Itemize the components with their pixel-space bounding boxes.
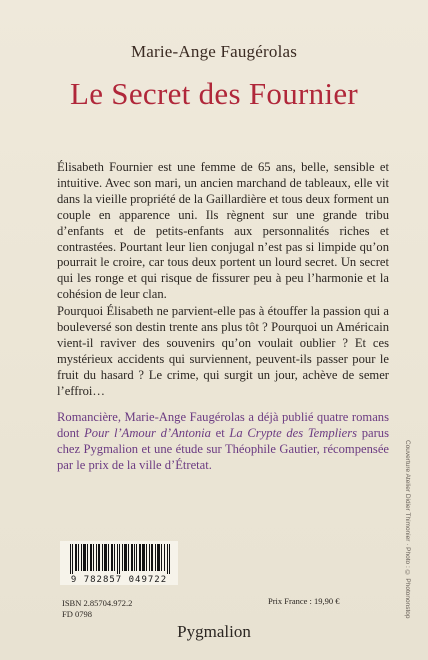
blurb-text-2: Pourquoi Élisabeth ne parvient-elle pas à étouffer la passion qui a bouleversé son destin trente ans plus tôt ? Pourquoi un Américain vient-il raviver des souvenirs qu’on voulait oublier ? Et ces mystérieux accidents qui surviennent, peuvent-ils passer pour le fruit du hasard ? Le crime, qui surgit un jour, achève de semer l’effroi… [57,304,389,398]
bio-text-1: Romancière, Marie-Ange Faugérolas a déjà publié quatre romans dont [57,410,389,440]
cover-credit: Couverture Atelier Didier Thimonier · Photo : © Photononstop [404,440,411,619]
blurb-paragraph-1 [57,160,389,303]
blurb-text-1: Élisabeth Fournier est une femme de 65 ans, belle, sensible et intuitive. Avec son mari, un ancien marchand de tableaux, elle vit dans la vieille propriété de la Gaillardière et tous deux forment un couple en apparence uni. Ils règnent sur une grande tribu d’enfants et de petits-enfants aux personnalités riches et contrastées. Pourtant leur lien conjugal n’est pas si limpide qu’on pourrait le croire, car tous deux portent un lourd secret. Un secret qui les ronge et qui risque de fissurer peu à peu l’harmonie et la cohésion de leur clan. [57,160,389,302]
barcode-icon [70,544,170,574]
barcode-number: 9 782857 049722 [70,575,168,585]
isbn: ISBN 2.85704.972.2 [62,598,133,608]
blurb-paragraph-2 [57,304,389,399]
bio-book-2: La Crypte des Templiers [229,425,358,440]
author-bio [57,410,389,474]
bio-text-3: parus chez Pygmalion et une étude sur Théophile Gautier, récompensée par le prix de la ville d’Étretat. [57,425,390,472]
fd-code: FD 0798 [62,609,92,619]
book-title: Le Secret des Fournier [69,76,359,111]
bio-text-2: et [210,425,230,440]
bio-book-1: Pour l’Amour d’Antonia [84,425,211,440]
publisher-name: Pygmalion [177,622,251,641]
price: Prix France : 19,90 € [268,596,340,606]
author-name: Marie-Ange Faugérolas [130,42,298,61]
